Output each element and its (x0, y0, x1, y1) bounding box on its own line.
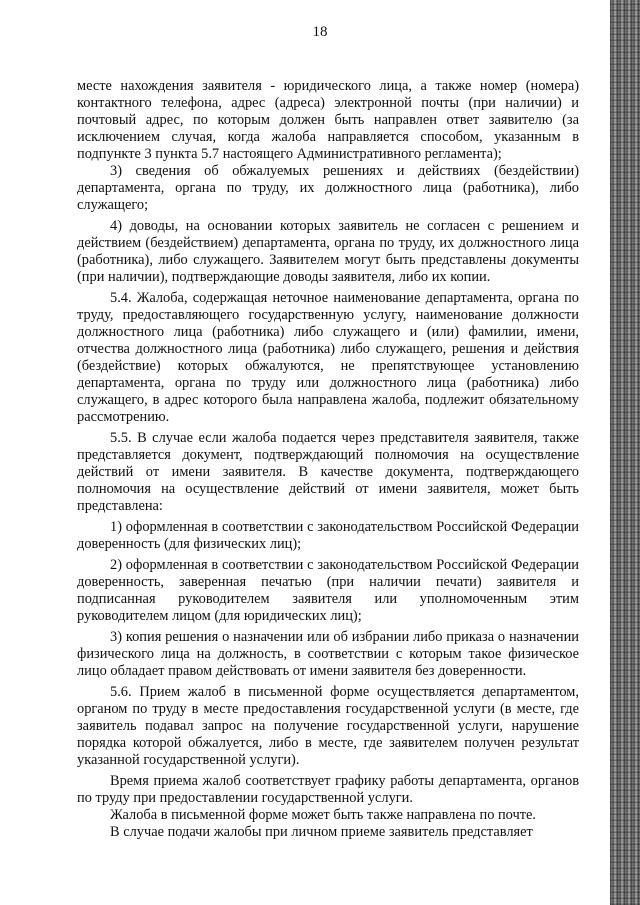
paragraph-personal-submission: В случае подачи жалобы при личном приеме заявитель представляет (110, 824, 533, 840)
document-body (77, 78, 579, 841)
paragraph-reception-hours: Время приема жалоб соответствует графику работы департамента, органов по труду при предоставлении государственной услуги. (77, 773, 579, 806)
paragraph-5-5: 5.5. В случае если жалоба подается через представителя заявителя, также представляется документ, подтверждающий полномочия на осуществление действий от имени заявителя. В качестве документа, подтверждающего полномочия на осуществление действий от имени заявителя, может быть представлена: (77, 430, 579, 514)
page-number: 18 (312, 24, 328, 40)
paragraph-5-5-item-1: 1) оформленная в соответствии с законодательством Российской Федерации доверенность (для физических лиц); (77, 519, 579, 552)
paragraph-5-5-item-3: 3) копия решения о назначении или об избрании либо приказа о назначении физического лица на должность, в соответствии с которым такое физическое лицо обладает правом действовать от имени заявителя без доверенности. (77, 629, 579, 679)
paragraph-postal-submission: Жалоба в письменной форме может быть также направлена по почте. (110, 807, 537, 823)
paragraph-contact-details: месте нахождения заявителя - юридического лица, а также номер (номера) контактного телефона, адрес (адреса) электронной почты (при наличии) и почтовый адрес, по которым должен быть направлен ответ заявителю (за исключением случая, когда жалоба направляется способом, указанным в подпункте 3 пункта 5.7 настоящего Административного регламента); (77, 78, 579, 162)
paragraph-item-3: 3) сведения об обжалуемых решениях и действиях (бездействии) департамента, органа по труду, их должностного лица (работника), либо служащего; (77, 163, 579, 213)
paragraph-5-4: 5.4. Жалоба, содержащая неточное наименование департамента, органа по труду, предоставляющего государственную услугу, наименование должности должностного лица (работника) либо служащего и (или) фамилии, имени, отчества должностного лица (работника) либо служащего, решения и действия (бездействие) которых обжалуются, не препятствующее установлению департамента, органа по труду или должностного лица (работника) либо служащего, в адрес которого была направлена жалоба, подлежит обязательному рассмотрению. (77, 290, 579, 425)
paragraph-5-5-item-2: 2) оформленная в соответствии с законодательством Российской Федерации доверенность, заверенная печатью (при наличии печати) заявителя и подписанная руководителем заявителя или уполномоченным этим руководителем лицом (для юридических лиц); (77, 557, 579, 624)
paragraph-5-6: 5.6. Прием жалоб в письменной форме осуществляется департаментом, органом по труду в месте предоставления государственной услуги (в месте, где заявитель подавал запрос на получение государственной услуги, нарушение порядка которой обжалуется, либо в месте, где заявителем получен результат указанной государственной услуги). (77, 684, 579, 768)
scan-edge-artifact (610, 0, 640, 905)
paragraph-item-4: 4) доводы, на основании которых заявитель не согласен с решением и действием (бездействием) департамента, органа по труду, их должностного лица (работника), либо служащего. Заявителем могут быть представлены документы (при наличии), подтверждающие доводы заявителя, либо их копии. (77, 218, 579, 285)
